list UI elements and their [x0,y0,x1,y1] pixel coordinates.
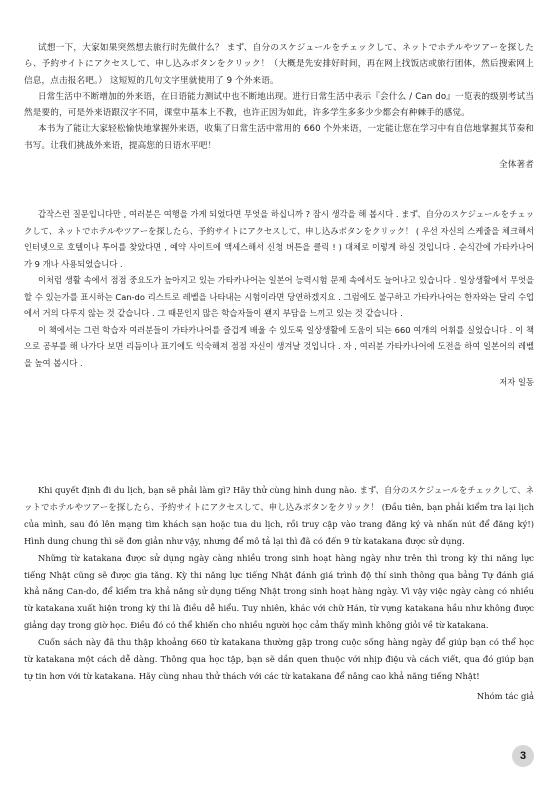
vi-paragraph-3: Cuốn sách này đã thu thập khoảng 660 từ katakana thường gặp trong cuộc sống hàng ngày để giúp bạn có thể học từ katakana một cách dễ dàng. Thông qua học tập, bạn sẽ dần quen thuộc với nhịp điệu và cách viết, qua đó giúp bạn tự tin hơn với từ katakana. Hãy cùng nhau thử thách với các từ katakana để nâng cao khả năng tiếng Nhật! [24,637,534,681]
vi-paragraph-2: Những từ katakana được sử dụng ngày càng nhiều trong sinh hoạt hàng ngày như trên thì trong kỳ thi năng lực tiếng Nhật cũng sẽ được gia tăng. Kỳ thi năng lực tiếng Nhật đánh giá trình độ thí sinh thông qua bảng Tự đánh giá khả năng Can-do, để kiểm tra khả năng sử dụng tiếng Nhật trong sinh hoạt hàng ngày. Vì vậy việc ngày càng có nhiều từ katakana xuất hiện trong kỳ thi là điều dễ hiểu. Tuy nhiên, khác với chữ Hán, từ vựng katakana hầu như không được giảng dạy trong giờ học. Điều đó có thể khiến cho nhiều người học cảm thấy mình không giỏi về từ katakana. [24,552,534,631]
zh-paragraph-2: 日常生活中不断增加的外来语，在日语能力测试中也不断地出现。进行日常生活中表示『会什么 / Can do』一览表的级别考试当然是要的，可是外来语跟汉字不同，课堂中基本上不教，也许正因为如此，许多学生多多少少都会有种棘手的感觉。 [24,91,534,119]
vi-signature: Nhóm tác giả [476,690,534,701]
zh-paragraph-3: 本书为了能让大家轻松愉快地掌握外来语，收集了日常生活中常用的 660 个外来语，一定能让您在学习中有自信地掌握其节奏和书写。让我们挑战外来语，提高您的日语水平吧！ [24,124,534,151]
ko-paragraph-1: 갑작스런 질문입니다만 , 여러분은 여행을 가게 되었다면 무엇을 하십니까 ? 잠시 생각을 해 봅시다 . まず、自分のスケジュールをチェックして、ネットでホテルやツアーを探したら、予約サイトにアクセスして、申し込みボタンをクリック！ ( 우선 자신의 스케줄을 체크해서 인터넷으로 호텔이나 투어를 찾았다면 , 예약 사이트에 액세스해서 신청 버튼을 클릭 ! ) 대체로 이렇게 하실 것입니다 . 순식간에 가타카나어가 9 개나 사용되었습니다 . [24,209,534,269]
zh-paragraph-1: 试想一下，大家如果突然想去旅行时先做什么？ まず、自分のスケジュールをチェックして、ネットでホテルやツアーを探したら、予約サイトにアクセスして、申し込みボタンをクリック！（大概是先安排好时间，再在网上找饭店或旅行团体，然后搜索网上信息，点击报名吧。） 这短短的几句文字里就使用了 9 个外来语。 [24,43,534,86]
ko-paragraph-3: 이 책에서는 그런 학습자 여러분들이 가타카나어를 즐겁게 배울 수 있도록 일상생활에 도움이 되는 660 여개의 어휘를 실었습니다 . 이 책으로 공부를 해 나가다 보면 리듬이나 표기에도 익숙해져 점점 자신이 생겨날 것입니다 . 자 , 여러분 가타카나어에 도전을 하여 일본어의 레벨을 높여 봅시다 . [24,324,534,368]
ko-signature: 저자 일동 [499,377,534,387]
ko-paragraph-2: 이처럼 생활 속에서 점점 중요도가 높아지고 있는 가타카나어는 일본어 능력시험 문제 속에서도 늘어나고 있습니다 . 일상생활에서 무엇을 할 수 있는가를 표시하는 Can-do 리스트로 레벨을 나타내는 시험이라면 당연하겠지요 . 그럼에도 불구하고 가타카나어는 한자와는 달리 수업에서 거의 다루지 않는 것 같습니다 . 그 때문인지 많은 학습자들이 왠지 부담을 느끼고 있는 것 같습니다 . [24,275,534,318]
vi-paragraph-1: Khi quyết định đi du lịch, bạn sẽ phải làm gì? Hãy thử cùng hình dung nào. まず、自分のスケジュールをチェックして、ネットでホテルやツアーを探したら、予約サイトにアクセスして、申し込みボタンをクリック！ (Đầu tiên, bạn phải kiểm tra lại lịch của mình, sau đó lên mạng tìm khách sạn hoặc tua du lịch, rồi truy cập vào trang đăng ký và nhấn nút để đăng ký!) Hình dung chung thì sẽ đơn giản như vậy, nhưng để mô tả lại thì đã có đến 9 từ katakana được sử dụng. [24,485,534,546]
zh-signature: 全体著者 [499,160,534,171]
preface-vietnamese [24,482,534,705]
page-number-badge: 3 [512,745,534,767]
preface-korean [24,206,534,391]
preface-chinese [24,40,534,173]
